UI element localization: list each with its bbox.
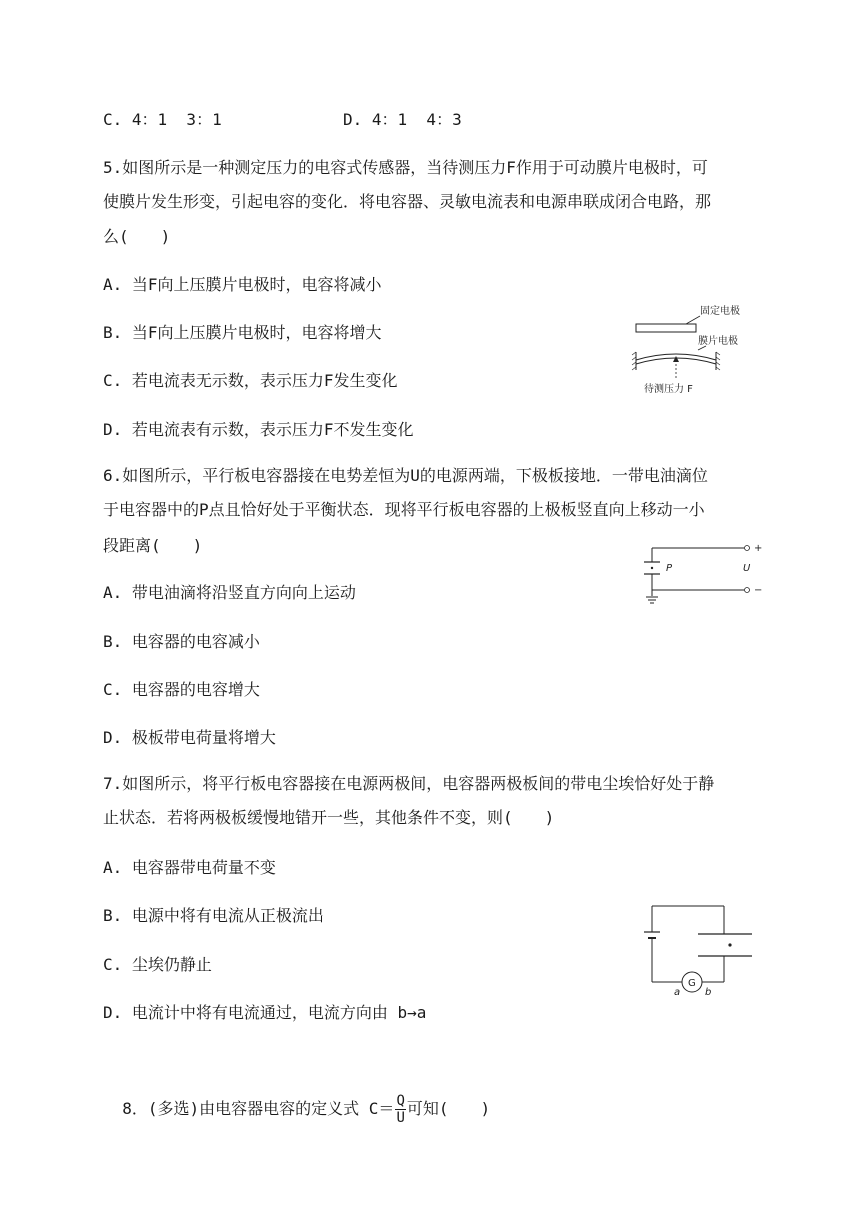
q8-stem [103,1058,490,1126]
q6-option-d: D. 极板带电荷量将增大 [103,728,276,747]
fixed-electrode-label: 固定电极 [700,306,740,317]
q6-stem-line3: 段距离( ) [103,536,203,555]
q8-stem-suffix: 可知( ) [406,1099,491,1118]
q6-capacitor-figure [640,540,770,610]
q6-stem-line1: 6.如图所示，平行板电容器接在电势差恒为U的电源两端，下极板接地．一带电油滴位 [103,466,708,485]
q4-option-c: C. 4：1 3：1 [103,110,222,129]
plus-terminal-label: + [754,543,763,554]
terminal-b-label: b [705,987,712,998]
q7-stem-line1: 7.如图所示，将平行板电容器接在电源两极间，电容器两极板间的带电尘埃恰好处于静 [103,774,715,793]
terminal-a-label: a [674,987,681,998]
galvanometer-label: G [688,978,696,989]
q6-option-b: B. 电容器的电容减小 [103,632,260,651]
force-arrow-icon [673,356,679,362]
q4-option-d: D. 4：1 4：3 [343,110,462,129]
voltage-u-label: U [743,563,751,574]
q5-option-c: C. 若电流表无示数，表示压力F发生变化 [103,371,398,390]
q7-option-c: C. 尘埃仍静止 [103,955,212,974]
minus-terminal-label: − [754,585,763,596]
capacitance-fraction [395,1093,405,1126]
q7-option-a: A. 电容器带电荷量不变 [103,858,276,877]
point-p-label: P [666,563,673,574]
q5-stem-line1: 5.如图所示是一种测定压力的电容式传感器，当待测压力F作用于可动膜片电极时，可 [103,158,708,177]
q5-option-a: A. 当F向上压膜片电极时，电容将减小 [103,275,382,294]
q5-option-b: B. 当F向上压膜片电极时，电容将增大 [103,323,382,342]
oil-drop [651,567,653,569]
q5-sensor-figure [626,298,766,398]
ground-icon [646,597,658,603]
fraction-denominator: U [396,1110,405,1126]
membrane-electrode-label: 膜片电极 [698,336,738,347]
q7-stem-line2: 止状态．若将两极板缓慢地错开一些，其他条件不变，则( ) [103,808,555,827]
q8-stem-prefix: 8．(多选)由电容器电容的定义式 C＝ [122,1099,395,1118]
q7-circuit-figure [636,898,766,998]
dust-particle [728,943,731,946]
q5-option-d: D. 若电流表有示数，表示压力F不发生变化 [103,420,414,439]
q6-option-a: A. 带电油滴将沿竖直方向向上运动 [103,583,356,602]
q5-stem-line2: 使膜片发生形变，引起电容的变化．将电容器、灵敏电流表和电源串联成闭合电路，那 [103,192,712,211]
q7-option-b: B. 电源中将有电流从正极流出 [103,906,324,925]
fraction-numerator: Q [396,1093,405,1109]
fixed-electrode [636,324,696,332]
q7-option-d: D. 电流计中将有电流通过，电流方向由 b→a [103,1003,427,1022]
q6-stem-line2: 于电容器中的P点且恰好处于平衡状态．现将平行板电容器的上极板竖直向上移动一小 [103,500,705,519]
q5-stem-line3: 么( ) [103,227,171,246]
q6-option-c: C. 电容器的电容增大 [103,680,260,699]
force-label: 待测压力 F [644,384,693,395]
